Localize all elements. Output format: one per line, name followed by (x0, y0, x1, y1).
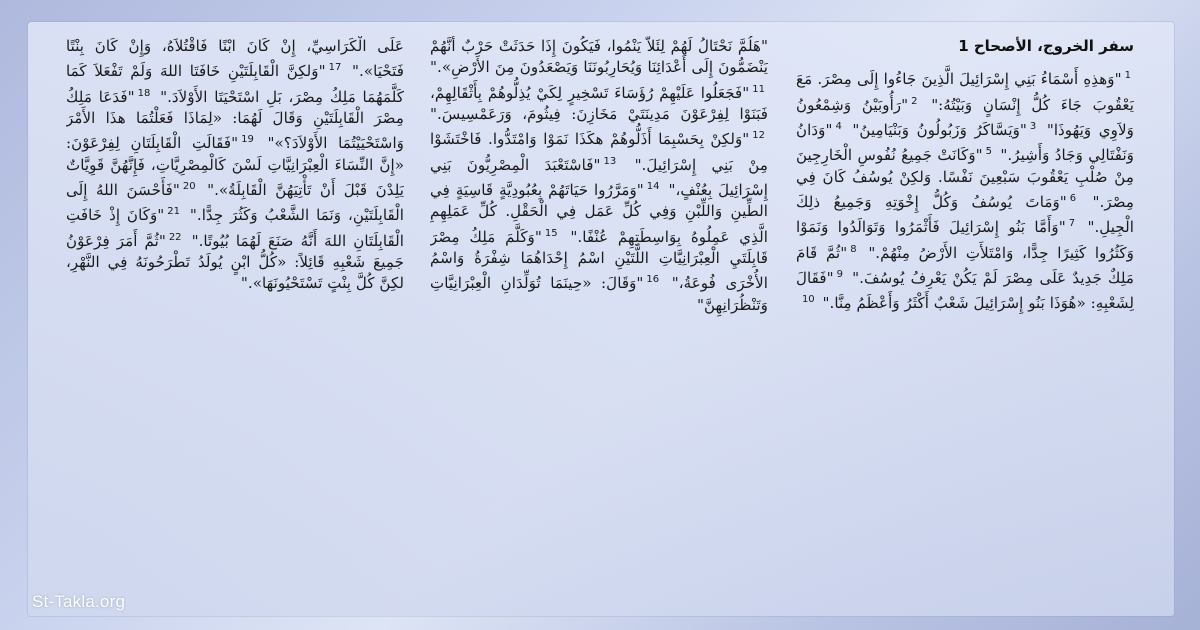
verse-text: "فَدَعَا مَلِكُ مِصْرَ الْقَابِلَتَيْنِ وَقَالَ لَهُمَا: «لِمَاذَا فَعَلْتُمَا هذَا الأَمْرَ وَاسْتَحْيَيْتُمَا الأَوْلاَدَ؟»" (66, 87, 404, 153)
verse-text: "وَكَانَ إِذْ خَافَتِ الْقَابِلَتَانِ اللهَ أَنَّهُ صَنَعَ لَهُمَا بُيُوتًا." (66, 206, 404, 250)
verse-number: 12 (752, 130, 765, 142)
verse-text: "هَلُمَّ نَحْتَالُ لَهُمْ لِئَلاَّ يَنْمُوا، فَيَكُونَ إِذَا حَدَثَتْ حَرْبٌ أَنَّهُمْ يَنْضَمُّونَ إِلَى أَعْدَائِنَا وَيُحَارِبُونَنَا وَيَصْعَدُونَ مِنَ الأَرْضِ»." (430, 37, 768, 77)
verse-number: 3 (1029, 121, 1037, 133)
verse-number: 13 (603, 155, 617, 167)
verse-number: 16 (646, 274, 660, 286)
site-watermark: St-Takla.org (32, 592, 126, 611)
verse-number: 22 (168, 231, 182, 243)
verse-text: "وَدَانُ وَنَفْتَالِي وَجَادُ وَأَشِيرُ." (796, 121, 1134, 165)
verse-text: "فَاسْتَعْبَدَ الْمِصْرِيُّونَ بَنِي إِسْرَائِيلَ بِعُنْفٍ،" (430, 155, 768, 200)
column-3 (66, 36, 404, 606)
verse-text: "وَمَرَّرُوا حَيَاتَهُمْ بِعُبُودِيَّةٍ قَاسِيَةٍ فِي الطِّينِ وَاللِّبْنِ وَفِي كُلِّ عَمَل فِي الْحَقْلِ. كُلِّ عَمَلِهِمِ الَّذِي عَمِلُوهُ بِوَاسِطَتِهِمْ عُنْفًا." (430, 181, 768, 246)
verse-text: "فَجَعَلُوا عَلَيْهِمْ رُؤَسَاءَ تَسْخِيرٍ لِكَيْ يُذِلُّوهُمْ بِأَثْقَالِهِمْ، فَبَنَوْا لِفِرْعَوْنَ مَدِينَتَيْ مَخَازِنَ: فِيثُومَ، وَرَعَمْسِيسَ." (430, 83, 768, 123)
verse-text: "وَلكِنْ بِحَسْبِمَا أَذَلُّوهُمْ هكَذَا نَمَوْا وَامْتَدُّوا. فَاخْتَشَوْا مِنْ بَنِي إِسْرَائِيلَ." (430, 130, 768, 174)
verse-number: 17 (328, 62, 342, 74)
verse-text: "فَقَالَتِ الْقَابِلَتَانِ لِفِرْعَوْنَ: «إِنَّ النِّسَاءَ الْعِبْرَانِيَّاتِ لَسْنَ كَالْمِصْرِيَّاتِ، فَإِنَّهُنَّ قَوِيَّاتٌ يَلِدْنَ قَبْلَ أَنْ تَأْتِيَهُنَّ الْقَابِلَةُ»." (66, 134, 404, 200)
verse-text: "وَقَالَ: «حِينَمَا تُوَلِّدَانِ الْعِبْرَانِيَّاتِ وَتَنْظُرَانِهِنَّ" (430, 274, 768, 314)
verse-text: "وَأَمَّا بَنُو إِسْرَائِيلَ فَأَثْمَرُوا وَتَوَالَدُوا وَنَمَوْا وَكَثُرُوا كَثِيرًا جِدًّا، وَامْتَلأَتِ الأَرْضُ مِنْهُمْ." (796, 218, 1134, 262)
verse-text: "وَكَانَتْ جَمِيعُ نُفُوسِ الْخَارِجِينَ مِنْ صُلْبِ يَعْقُوبَ سَبْعِينَ نَفْسًا. وَلكِنْ يُوسُفُ كَانَ فِي مِصْرَ." (796, 146, 1134, 212)
verse-number: 5 (985, 146, 993, 158)
verse-number: 11 (752, 83, 765, 95)
verse-number: 20 (182, 180, 196, 192)
column-1 (796, 36, 1134, 606)
verses-col2 (430, 36, 768, 316)
verse-number: 2 (911, 95, 918, 107)
verse-text: "وَكَلَّمَ مَلِكُ مِصْرَ قَابِلَتَيِ الْعِبْرَانِيَّاتِ اللَّتَيْنِ اسْمُ إِحْدَاهُمَا شِفْرَةُ وَاسْمُ الأُخْرَى فُوعَةُ،" (430, 227, 768, 293)
verse-number: 10 (801, 294, 815, 306)
verse-text: "وَيَسَّاكَرُ وَزَبُولُونُ وَبَنْيَامِينُ" (852, 121, 1027, 140)
verse-number: 15 (544, 227, 558, 239)
verse-text: "وَهذِهِ أَسْمَاءُ بَنِي إِسْرَائِيلَ الَّذِينَ جَاءُوا إِلَى مِصْرَ. مَعَ يَعْقُوبَ جَاءَ كُلُّ إِنْسَانٍ وَبَيْتُهُ:" (796, 70, 1134, 114)
verse-number: 6 (1069, 193, 1077, 205)
verse-text: "رَأُوبَيْنُ وَشِمْعُونُ وَلاَوِي وَيَهُوذَا" (796, 95, 1134, 140)
verse-number: 18 (137, 87, 151, 99)
verse-number: 14 (646, 180, 660, 192)
verses-col1 (796, 65, 1134, 315)
verses-col3 (66, 36, 404, 295)
verse-text: "وَمَاتَ يُوسُفُ وَكُلُّ إِخْوَتِهِ وَجَمِيعُ ذلِكَ الْجِيلِ." (796, 193, 1134, 237)
verse-number: 4 (835, 121, 842, 133)
text-panel (28, 22, 1174, 616)
verse-text: "وَلكِنَّ الْقَابِلَتَيْنِ خَافَتَا اللهَ وَلَمْ تَفْعَلاَ كَمَا كَلَّمَهُمَا مَلِكُ مِصْرَ، بَلِ اسْتَحْيَتَا الأَوْلاَدَ." (66, 62, 404, 106)
verse-text: "فَأَحْسَنَ اللهُ إِلَى الْقَابِلَتَيْنِ، وَنَمَا الشَّعْبُ وَكَثُرَ جِدًّا." (66, 181, 404, 225)
verse-number: 19 (241, 134, 254, 146)
verse-number: 21 (167, 206, 180, 218)
verse-number: 8 (850, 243, 857, 255)
verse-number: 7 (1068, 218, 1076, 230)
verse-number: 1 (1124, 70, 1131, 82)
chapter-heading: سفر الخروج، الأصحاح 1 (958, 37, 1134, 55)
verse-number: 9 (836, 269, 843, 281)
verse-text: "فَقَالَ لِشَعْبِهِ: «هُوَذَا بَنُو إِسْرَائِيلَ شَعْبٌ أَكْثَرُ وَأَعْظَمُ مِنَّا." (796, 269, 1134, 313)
column-2 (430, 36, 768, 606)
verse-text: "ثُمَّ أَمَرَ فِرْعَوْنُ جَمِيعَ شَعْبِهِ قَائِلاً: «كُلُّ ابْنٍ يُولَدُ تَطْرَحُونَهُ فِي النَّهْرِ، لكِنَّ كُلَّ بِنْتٍ تَسْتَحْيُونَهَا»." (66, 231, 404, 293)
verse-text: "ثُمَّ قَامَ مَلِكٌ جَدِيدٌ عَلَى مِصْرَ لَمْ يَكُنْ يَعْرِفُ يُوسُفَ." (796, 243, 1134, 288)
verse-text: عَلَى الْكَرَاسِيِّ، إِنْ كَانَ ابْنًا فَاقْتُلاَهُ، وَإِنْ كَانَ بِنْتًا فَتَحْيَا»." (66, 37, 404, 81)
